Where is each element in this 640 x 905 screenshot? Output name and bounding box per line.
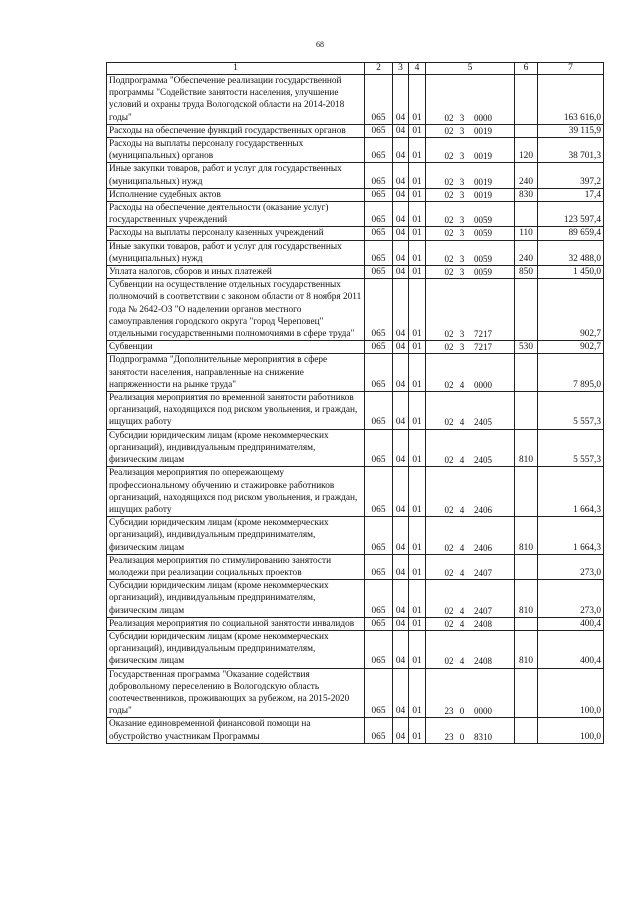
target-program: 02 [444, 379, 454, 390]
row-name: Расходы на выплаты персоналу казенных учреждений [107, 227, 365, 240]
section-code: 04 [393, 75, 409, 125]
target-subprogram: 4 [459, 605, 465, 616]
ministry-code: 065 [365, 188, 393, 201]
table-row [107, 517, 604, 555]
target-program: 02 [444, 329, 454, 340]
header-cell: 7 [538, 63, 604, 75]
section-code: 04 [393, 240, 409, 265]
target-code [426, 341, 515, 354]
subsection-code: 01 [409, 240, 426, 265]
section-code: 04 [393, 580, 409, 618]
expense-kind [515, 668, 538, 718]
expense-kind: 120 [515, 138, 538, 163]
target-direction: 2408 [474, 618, 492, 629]
subsection-code: 01 [409, 341, 426, 354]
table-row [107, 188, 604, 201]
table-row [107, 580, 604, 618]
target-direction: 2407 [474, 605, 492, 616]
table-row [107, 392, 604, 430]
target-program: 02 [444, 417, 454, 428]
header-cell: 2 [365, 63, 393, 75]
subsection-code: 01 [409, 517, 426, 555]
target-program: 02 [444, 253, 454, 264]
target-code [426, 429, 515, 467]
header-row [107, 63, 604, 75]
row-name: Оказание единовременной финансовой помощи на обустройство участникам Программы [107, 718, 365, 743]
target-direction: 0000 [474, 379, 492, 390]
amount: 100,0 [538, 668, 604, 718]
amount: 1 450,0 [538, 266, 604, 279]
target-program: 02 [444, 176, 454, 187]
target-subprogram: 0 [459, 731, 465, 742]
amount: 5 557,3 [538, 392, 604, 430]
target-direction: 0059 [474, 215, 492, 226]
subsection-code: 01 [409, 75, 426, 125]
row-name: Реализация мероприятия по опережающему профессиональному обучению и стажировке работников организаций, находящихся под риском увольнения, и граждан, ищущих работу [107, 467, 365, 517]
expense-kind [515, 279, 538, 341]
target-direction: 0019 [474, 151, 492, 162]
target-subprogram: 3 [459, 189, 465, 200]
ministry-code: 065 [365, 354, 393, 392]
expense-kind: 810 [515, 429, 538, 467]
amount: 400,4 [538, 617, 604, 630]
target-direction: 0000 [474, 706, 492, 717]
amount: 32 488,0 [538, 240, 604, 265]
subsection-code: 01 [409, 630, 426, 668]
target-code [426, 138, 515, 163]
amount: 17,4 [538, 188, 604, 201]
ministry-code: 065 [365, 227, 393, 240]
amount: 7 895,0 [538, 354, 604, 392]
section-code: 04 [393, 517, 409, 555]
amount: 273,0 [538, 580, 604, 618]
section-code: 04 [393, 392, 409, 430]
section-code: 04 [393, 354, 409, 392]
target-subprogram: 3 [459, 112, 465, 123]
section-code: 04 [393, 202, 409, 227]
ministry-code: 065 [365, 668, 393, 718]
ministry-code: 065 [365, 517, 393, 555]
ministry-code: 065 [365, 124, 393, 137]
target-code [426, 227, 515, 240]
target-subprogram: 4 [459, 656, 465, 667]
target-code [426, 718, 515, 743]
amount: 89 659,4 [538, 227, 604, 240]
target-subprogram: 3 [459, 228, 465, 239]
row-name: Реализация мероприятия по стимулированию занятости молодежи при реализации социальных проектов [107, 554, 365, 579]
target-direction: 7217 [474, 329, 492, 340]
ministry-code: 065 [365, 240, 393, 265]
target-subprogram: 4 [459, 618, 465, 629]
amount: 39 115,9 [538, 124, 604, 137]
amount: 400,4 [538, 630, 604, 668]
target-program: 02 [444, 504, 454, 515]
section-code: 04 [393, 163, 409, 188]
target-code [426, 266, 515, 279]
section-code: 04 [393, 554, 409, 579]
target-program: 02 [444, 542, 454, 553]
amount: 397,2 [538, 163, 604, 188]
section-code: 04 [393, 429, 409, 467]
target-subprogram: 3 [459, 267, 465, 278]
header-cell: 5 [426, 63, 515, 75]
table-row [107, 341, 604, 354]
ministry-code: 065 [365, 138, 393, 163]
section-code: 04 [393, 341, 409, 354]
target-direction: 2405 [474, 455, 492, 466]
ministry-code: 065 [365, 341, 393, 354]
expense-kind: 850 [515, 266, 538, 279]
ministry-code: 065 [365, 266, 393, 279]
target-subprogram: 4 [459, 504, 465, 515]
amount: 38 701,3 [538, 138, 604, 163]
expense-kind: 810 [515, 630, 538, 668]
target-program: 02 [444, 656, 454, 667]
table-row [107, 163, 604, 188]
table-row [107, 467, 604, 517]
row-name: Исполнение судебных актов [107, 188, 365, 201]
amount: 1 664,3 [538, 517, 604, 555]
row-name: Субсидии юридическим лицам (кроме некоммерческих организаций), индивидуальным предпринимателям, физическим лицам [107, 630, 365, 668]
target-code [426, 517, 515, 555]
target-program: 02 [444, 267, 454, 278]
subsection-code: 01 [409, 429, 426, 467]
target-code [426, 279, 515, 341]
target-code [426, 240, 515, 265]
target-direction: 0000 [474, 112, 492, 123]
subsection-code: 01 [409, 467, 426, 517]
ministry-code: 065 [365, 392, 393, 430]
target-direction: 0019 [474, 176, 492, 187]
ministry-code: 065 [365, 429, 393, 467]
target-subprogram: 4 [459, 542, 465, 553]
expense-kind: 810 [515, 517, 538, 555]
expense-kind [515, 617, 538, 630]
section-code: 04 [393, 227, 409, 240]
row-name: Субвенции на осуществление отдельных государственных полномочий в соответствии с законом области от 8 ноября 2011 года № 2642-ОЗ "О наделении органов местного самоуправления городского округа "город Череповец" отдельными государственными полномочиями в сфере труда" [107, 279, 365, 341]
target-program: 02 [444, 455, 454, 466]
row-name: Уплата налогов, сборов и иных платежей [107, 266, 365, 279]
target-direction: 7217 [474, 342, 492, 353]
target-direction: 0019 [474, 189, 492, 200]
subsection-code: 01 [409, 266, 426, 279]
target-direction: 0019 [474, 125, 492, 136]
expense-kind: 110 [515, 227, 538, 240]
ministry-code: 065 [365, 467, 393, 517]
subsection-code: 01 [409, 138, 426, 163]
target-subprogram: 3 [459, 253, 465, 264]
table-row [107, 279, 604, 341]
table-row [107, 227, 604, 240]
subsection-code: 01 [409, 124, 426, 137]
target-subprogram: 3 [459, 342, 465, 353]
expense-kind [515, 202, 538, 227]
target-code [426, 630, 515, 668]
target-program: 23 [444, 706, 454, 717]
subsection-code: 01 [409, 554, 426, 579]
subsection-code: 01 [409, 718, 426, 743]
ministry-code: 065 [365, 202, 393, 227]
section-code: 04 [393, 718, 409, 743]
target-code [426, 75, 515, 125]
section-code: 04 [393, 266, 409, 279]
ministry-code: 065 [365, 554, 393, 579]
subsection-code: 01 [409, 354, 426, 392]
row-name: Расходы на обеспечение деятельности (оказание услуг) государственных учреждений [107, 202, 365, 227]
header-cell: 6 [515, 63, 538, 75]
row-name: Субсидии юридическим лицам (кроме некоммерческих организаций), индивидуальным предпринимателям, физическим лицам [107, 517, 365, 555]
ministry-code: 065 [365, 630, 393, 668]
target-subprogram: 3 [459, 329, 465, 340]
amount: 1 664,3 [538, 467, 604, 517]
section-code: 04 [393, 668, 409, 718]
target-subprogram: 4 [459, 455, 465, 466]
ministry-code: 065 [365, 75, 393, 125]
target-subprogram: 4 [459, 567, 465, 578]
row-name: Реализация мероприятия по социальной занятости инвалидов [107, 617, 365, 630]
target-direction: 2405 [474, 417, 492, 428]
row-name: Расходы на выплаты персоналу государственных (муниципальных) органов [107, 138, 365, 163]
table-row [107, 617, 604, 630]
amount: 273,0 [538, 554, 604, 579]
row-name: Реализация мероприятия по временной занятости работников организаций, находящихся под риском увольнения, и граждан, ищущих работу [107, 392, 365, 430]
target-program: 02 [444, 215, 454, 226]
target-code [426, 580, 515, 618]
subsection-code: 01 [409, 617, 426, 630]
section-code: 04 [393, 279, 409, 341]
target-subprogram: 3 [459, 151, 465, 162]
subsection-code: 01 [409, 163, 426, 188]
target-direction: 2406 [474, 504, 492, 515]
target-program: 02 [444, 151, 454, 162]
page-number: 68 [316, 40, 324, 49]
ministry-code: 065 [365, 718, 393, 743]
ministry-code: 065 [365, 580, 393, 618]
amount: 100,0 [538, 718, 604, 743]
section-code: 04 [393, 617, 409, 630]
header-cell: 1 [107, 63, 365, 75]
section-code: 04 [393, 467, 409, 517]
amount: 902,7 [538, 279, 604, 341]
target-direction: 0059 [474, 267, 492, 278]
ministry-code: 065 [365, 163, 393, 188]
row-name: Иные закупки товаров, работ и услуг для государственных (муниципальных) нужд [107, 240, 365, 265]
expense-kind [515, 467, 538, 517]
target-code [426, 188, 515, 201]
target-subprogram: 3 [459, 125, 465, 136]
target-code [426, 354, 515, 392]
table-row [107, 354, 604, 392]
amount: 123 597,4 [538, 202, 604, 227]
expense-kind: 240 [515, 163, 538, 188]
expense-kind [515, 354, 538, 392]
ministry-code: 065 [365, 279, 393, 341]
expense-kind: 530 [515, 341, 538, 354]
expense-kind [515, 124, 538, 137]
table-row [107, 75, 604, 125]
row-name: Подпрограмма "Обеспечение реализации государственной программы "Содействие занятости населения, улучшение условий и охраны труда Вологодской области на 2014-2018 годы" [107, 75, 365, 125]
target-subprogram: 3 [459, 176, 465, 187]
expense-kind [515, 75, 538, 125]
header-cell: 4 [409, 63, 426, 75]
target-program: 02 [444, 605, 454, 616]
section-code: 04 [393, 124, 409, 137]
target-program: 02 [444, 125, 454, 136]
subsection-code: 01 [409, 392, 426, 430]
table-row [107, 668, 604, 718]
target-direction: 8310 [474, 731, 492, 742]
target-direction: 0059 [474, 253, 492, 264]
target-program: 02 [444, 112, 454, 123]
target-subprogram: 0 [459, 706, 465, 717]
row-name: Расходы на обеспечение функций государственных органов [107, 124, 365, 137]
amount: 902,7 [538, 341, 604, 354]
target-direction: 2407 [474, 567, 492, 578]
target-program: 02 [444, 189, 454, 200]
header-cell: 3 [393, 63, 409, 75]
table-row [107, 240, 604, 265]
target-code [426, 392, 515, 430]
target-subprogram: 4 [459, 379, 465, 390]
target-direction: 0059 [474, 228, 492, 239]
section-code: 04 [393, 630, 409, 668]
expense-kind: 810 [515, 580, 538, 618]
subsection-code: 01 [409, 188, 426, 201]
section-code: 04 [393, 188, 409, 201]
table-row [107, 429, 604, 467]
target-code [426, 467, 515, 517]
expense-kind [515, 554, 538, 579]
expense-kind [515, 392, 538, 430]
target-code [426, 668, 515, 718]
subsection-code: 01 [409, 580, 426, 618]
table-row [107, 554, 604, 579]
target-subprogram: 3 [459, 215, 465, 226]
row-name: Государственная программа "Оказание содействия добровольному переселению в Вологодскую область соотечественников, проживающих за рубежом, на 2015-2020 годы" [107, 668, 365, 718]
target-code [426, 617, 515, 630]
row-name: Субсидии юридическим лицам (кроме некоммерческих организаций), индивидуальным предпринимателям, физическим лицам [107, 429, 365, 467]
target-code [426, 554, 515, 579]
budget-table [106, 62, 604, 744]
target-program: 02 [444, 342, 454, 353]
subsection-code: 01 [409, 668, 426, 718]
target-program: 02 [444, 618, 454, 629]
row-name: Иные закупки товаров, работ и услуг для государственных (муниципальных) нужд [107, 163, 365, 188]
table-row [107, 630, 604, 668]
amount: 163 616,0 [538, 75, 604, 125]
target-subprogram: 4 [459, 417, 465, 428]
row-name: Субвенции [107, 341, 365, 354]
table-row [107, 202, 604, 227]
table-row [107, 138, 604, 163]
target-code [426, 202, 515, 227]
subsection-code: 01 [409, 227, 426, 240]
subsection-code: 01 [409, 279, 426, 341]
amount: 5 557,3 [538, 429, 604, 467]
target-direction: 2406 [474, 542, 492, 553]
expense-kind: 240 [515, 240, 538, 265]
table-row [107, 124, 604, 137]
target-code [426, 163, 515, 188]
target-direction: 2408 [474, 656, 492, 667]
expense-kind [515, 718, 538, 743]
expense-kind: 830 [515, 188, 538, 201]
section-code: 04 [393, 138, 409, 163]
table-row [107, 718, 604, 743]
row-name: Подпрограмма "Дополнительные мероприятия в сфере занятости населения, направленные на снижение напряженности на рынке труда" [107, 354, 365, 392]
target-program: 23 [444, 731, 454, 742]
table-row [107, 266, 604, 279]
target-code [426, 124, 515, 137]
target-program: 02 [444, 228, 454, 239]
subsection-code: 01 [409, 202, 426, 227]
ministry-code: 065 [365, 617, 393, 630]
target-program: 02 [444, 567, 454, 578]
row-name: Субсидии юридическим лицам (кроме некоммерческих организаций), индивидуальным предпринимателям, физическим лицам [107, 580, 365, 618]
